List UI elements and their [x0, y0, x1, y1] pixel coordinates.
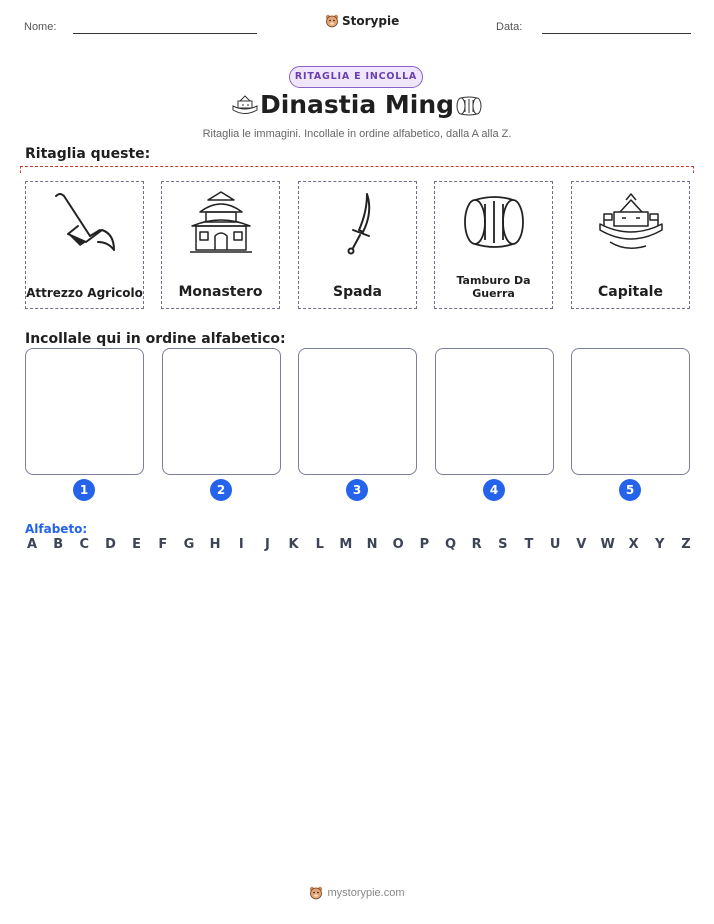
- name-label: Nome:: [24, 21, 57, 33]
- alphabet-letter: A: [26, 537, 38, 552]
- order-number-2: 2: [210, 479, 232, 501]
- alphabet-letter: W: [600, 537, 615, 552]
- alphabet-letter: F: [158, 537, 168, 552]
- alphabet-letter: T: [524, 537, 534, 552]
- cut-card-monastery[interactable]: [161, 181, 280, 309]
- alphabet-letter: U: [549, 537, 561, 552]
- cut-card-label: Tamburo Da Guerra: [456, 274, 531, 300]
- cut-card-capital[interactable]: [571, 181, 690, 309]
- footer-url[interactable]: mystorypie.com: [327, 887, 405, 899]
- paste-section-heading: Incollale qui in ordine alfabetico:: [25, 331, 286, 347]
- alphabet-letter: P: [419, 537, 430, 552]
- alphabet-letter: I: [238, 537, 244, 552]
- cut-section-heading: Ritaglia queste:: [25, 146, 151, 162]
- page-title: Dinastia Ming: [259, 90, 455, 119]
- paste-box-1[interactable]: [25, 348, 144, 475]
- bear-mascot-icon: [309, 886, 323, 900]
- cut-line: [20, 166, 694, 173]
- alphabet-letter: O: [392, 537, 404, 552]
- date-line: [542, 33, 691, 34]
- brand-logo: [325, 14, 399, 28]
- alphabet-letter: X: [628, 537, 639, 552]
- cut-card-label: Monastero: [178, 284, 263, 300]
- paste-box-5[interactable]: [571, 348, 690, 475]
- name-line: [73, 33, 257, 34]
- monastery-icon: [186, 190, 256, 256]
- order-number-4: 4: [483, 479, 505, 501]
- cut-card-label: Attrezzo Agricolo: [26, 286, 143, 300]
- date-label: Data:: [496, 21, 523, 33]
- order-number-3: 3: [346, 479, 368, 501]
- alphabet-letter: H: [209, 537, 221, 552]
- brand-name: Storypie: [342, 14, 400, 28]
- alphabet-letter: R: [471, 537, 482, 552]
- sword-icon: [323, 190, 393, 256]
- cut-card-plow[interactable]: [25, 181, 144, 309]
- alphabet-letter: Q: [444, 537, 457, 552]
- cut-card-label: Spada: [332, 284, 383, 300]
- paste-box-3[interactable]: [298, 348, 417, 475]
- order-number-5: 5: [619, 479, 641, 501]
- alphabet-letter: J: [264, 537, 270, 552]
- alphabet-letter: G: [183, 537, 195, 552]
- war-drum-icon: [455, 95, 483, 117]
- activity-badge: RITAGLIA E INCOLLA: [289, 66, 423, 88]
- cut-card-war-drum[interactable]: [434, 181, 553, 309]
- alphabet-letter: N: [366, 537, 378, 552]
- alphabet-letter: Z: [681, 537, 691, 552]
- order-number-1: 1: [73, 479, 95, 501]
- paste-box-4[interactable]: [435, 348, 554, 475]
- alphabet-letter: Y: [655, 537, 665, 552]
- cut-card-sword[interactable]: [298, 181, 417, 309]
- war-drum-icon: [459, 190, 529, 256]
- cut-card-label: Capitale: [598, 284, 663, 300]
- alphabet-letter: C: [79, 537, 90, 552]
- instructions: Ritaglia le immagini. Incollale in ordine alfabetico, dalla A alla Z.: [202, 128, 512, 140]
- capital-city-icon: [596, 190, 666, 256]
- plow-icon: [50, 190, 120, 256]
- alphabet-letter: K: [288, 537, 299, 552]
- alphabet-letter: M: [339, 537, 353, 552]
- alphabet-letter: S: [498, 537, 508, 552]
- alphabet-row: [25, 537, 693, 552]
- bear-mascot-icon: [325, 14, 339, 28]
- alphabet-heading: Alfabeto:: [25, 522, 88, 536]
- alphabet-letter: E: [132, 537, 142, 552]
- alphabet-letter: V: [576, 537, 587, 552]
- alphabet-letter: L: [315, 537, 324, 552]
- footer: [0, 886, 714, 900]
- paste-box-2[interactable]: [162, 348, 281, 475]
- alphabet-letter: B: [53, 537, 64, 552]
- alphabet-letter: D: [105, 537, 116, 552]
